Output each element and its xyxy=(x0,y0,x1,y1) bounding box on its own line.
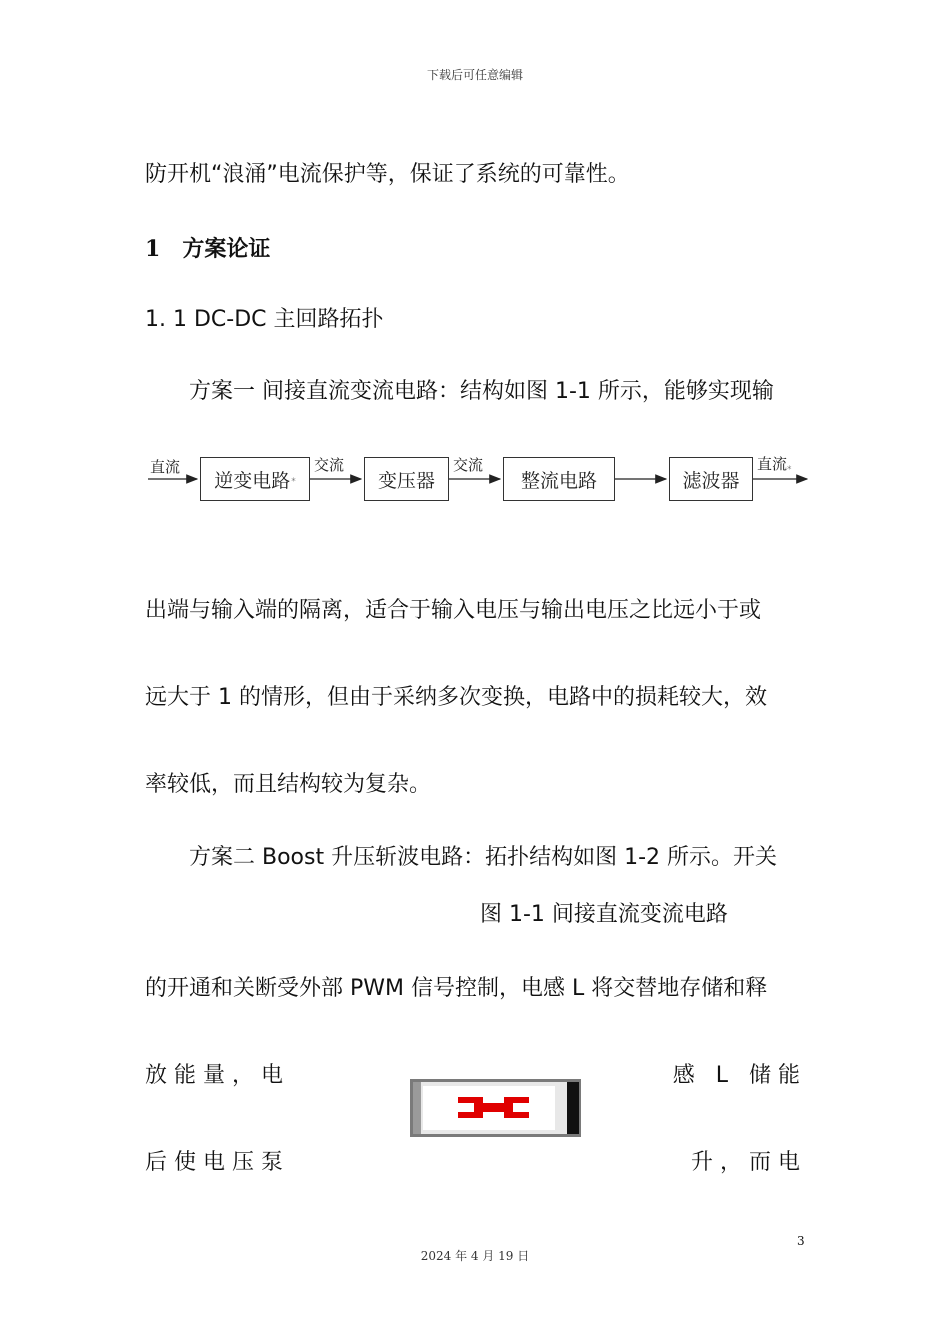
paragraph-fragment-right: 感 L 储能 xyxy=(672,1063,807,1088)
flow-label-ac-1: 交流 xyxy=(314,456,345,474)
paragraph-line: 的开通和关断受外部 PWM 信号控制，电感 L 将交替地存储和释 xyxy=(145,976,768,1001)
paragraph-line: 出端与输入端的隔离，适合于输入电压与输出电压之比远小于或 xyxy=(145,598,762,623)
paragraph-line: 防开机“浪涌”电流保护等，保证了系统的可靠性。 xyxy=(145,162,630,187)
paragraph-fragment-left: 后使电压泵 xyxy=(145,1150,291,1175)
page-number: 3 xyxy=(797,1234,805,1248)
section-number: 1 xyxy=(145,236,161,262)
flow-diagram xyxy=(145,448,815,508)
paragraph-line: 方案一 间接直流变流电路：结构如图 1-1 所示，能够实现输 xyxy=(189,379,774,404)
paragraph-line: 远大于 1 的情形，但由于采纳多次变换，电路中的损耗较大，效 xyxy=(145,685,767,710)
flow-label-dc-in: 直流 xyxy=(150,458,181,476)
section-title: 方案论证 xyxy=(182,237,271,262)
subsection-heading: 1. 1 DC-DC 主回路拓扑 xyxy=(145,307,384,332)
paragraph-line: 率较低，而且结构较为复杂。 xyxy=(145,772,432,797)
page-header: 下载后可任意编辑 xyxy=(426,68,523,82)
box-inverter: 逆变电路 ⁎ xyxy=(200,457,310,501)
box-transformer: 变压器 xyxy=(364,457,449,501)
flow-label-dc-out: 直流⁎ xyxy=(757,455,792,473)
flow-label-ac-2: 交流 xyxy=(453,456,484,474)
box-filter: 滤波器 xyxy=(669,457,753,501)
embedded-figure xyxy=(410,1079,581,1137)
paragraph-line: 方案二 Boost 升压斩波电路：拓扑结构如图 1-2 所示。开关 xyxy=(189,845,778,870)
figure-caption: 图 1-1 间接直流变流电路 xyxy=(480,902,728,927)
paragraph-fragment-left: 放能量，电 xyxy=(145,1063,291,1088)
box-rectifier: 整流电路 xyxy=(503,457,615,501)
embedded-figure-graphic xyxy=(410,1079,581,1137)
footer-date: 2024 年 4 月 19 日 xyxy=(420,1249,530,1263)
section-heading xyxy=(145,232,270,263)
paragraph-fragment-right: 升，而电 xyxy=(690,1150,807,1175)
